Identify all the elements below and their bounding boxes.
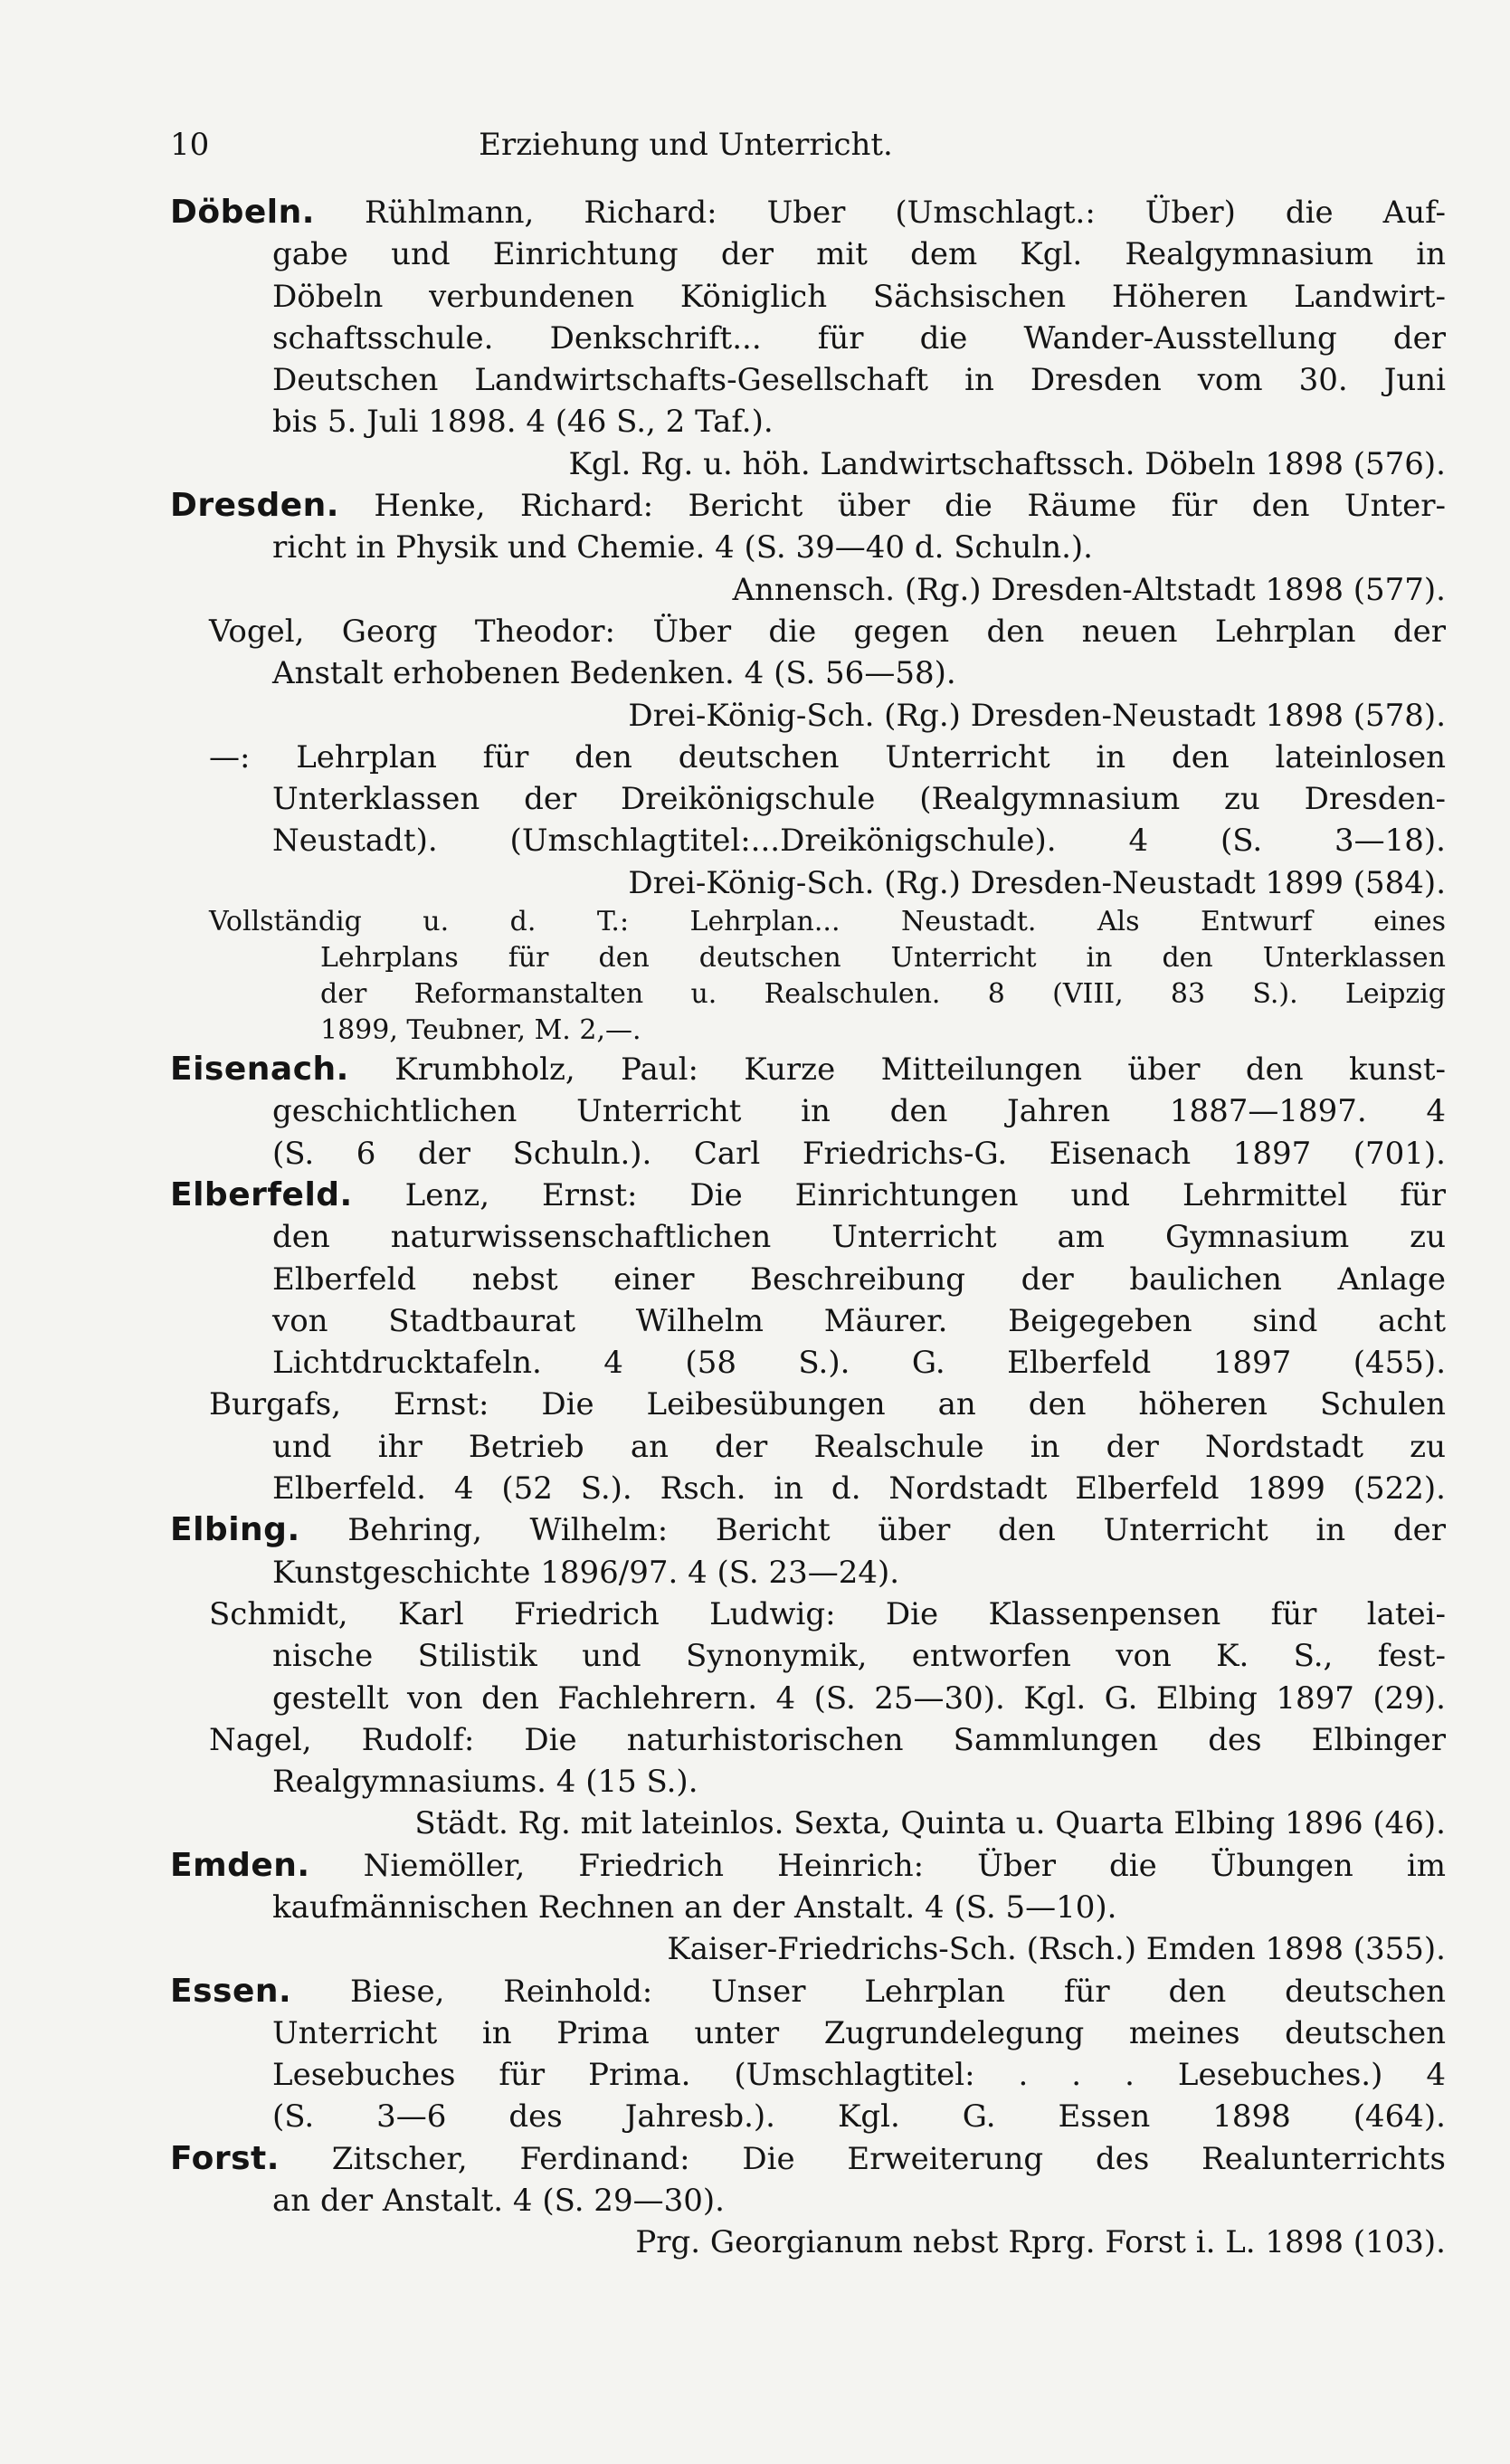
school-reference: Annensch. (Rg.) Dresden-Altstadt 1898 (577). xyxy=(732,571,1446,608)
entry-line: gabe und Einrichtung der mit dem Kgl. Realgymnasium in xyxy=(272,236,1446,273)
entry-line: nische Stilistik und Synonymik, entworfen von K. S., fest- xyxy=(272,1638,1446,1675)
entry-line: geschichtlichen Unterricht in den Jahren 1887—1897. 4 xyxy=(272,1093,1446,1130)
school-reference: Drei-König-Sch. (Rg.) Dresden-Neustadt 1898 (578). xyxy=(628,697,1446,734)
school-reference: Kaiser-Friedrichs-Sch. (Rsch.) Emden 1898 (355). xyxy=(667,1931,1446,1968)
entry-line: Nagel, Rudolf: Die naturhistorischen Sammlungen des Elbinger xyxy=(209,1721,1446,1758)
page-header xyxy=(170,127,1446,166)
entry-line: gestellt von den Fachlehrern. 4 (S. 25—30). Kgl. G. Elbing 1897 (29). xyxy=(272,1679,1446,1717)
entry-line: kaufmännischen Rechnen an der Anstalt. 4 (S. 5—10). xyxy=(272,1888,1117,1926)
entry-line: (S. 3—6 des Jahresb.). Kgl. G. Essen 1898 (464). xyxy=(272,2098,1446,2136)
entry-line: Schmidt, Karl Friedrich Ludwig: Die Klassenpensen für latei- xyxy=(209,1595,1446,1632)
note-line: Lehrplans für den deutschen Unterricht in den Unterklassen xyxy=(320,942,1446,975)
entry-line: und ihr Betrieb an der Realschule in der Nordstadt zu xyxy=(272,1428,1446,1465)
entry-line: schaftsschule. Denkschrift... für die Wander-Ausstellung der xyxy=(272,319,1446,357)
entry-line: Kunstgeschichte 1896/97. 4 (S. 23—24). xyxy=(272,1554,900,1591)
entry-line: Neustadt). (Umschlagtitel:...Dreikönigschule). 4 (S. 3—18). xyxy=(272,823,1446,860)
entry-line: (S. 6 der Schuln.). Carl Friedrichs-G. Eisenach 1897 (701). xyxy=(272,1135,1446,1172)
page-number: 10 xyxy=(170,127,210,163)
entry-line: Essen. Biese, Reinhold: Unser Lehrplan für den deutschen xyxy=(170,1972,1446,2010)
entry-line: Unterklassen der Dreikönigschule (Realgymnasium zu Dresden- xyxy=(272,781,1446,818)
entry-line: Döbeln. Rühlmann, Richard: Uber (Umschlagt.: Über) die Auf- xyxy=(170,194,1446,231)
entry-line: Anstalt erhobenen Bedenken. 4 (S. 56—58). xyxy=(272,655,956,692)
school-reference: Städt. Rg. mit lateinlos. Sexta, Quinta u. Quarta Elbing 1896 (46). xyxy=(414,1805,1446,1842)
entry-line: Döbeln verbundenen Königlich Sächsischen Höheren Landwirt- xyxy=(272,278,1446,315)
running-title: Erziehung und Unterricht. xyxy=(479,127,893,163)
entry-line: Lichtdrucktafeln. 4 (58 S.). G. Elberfeld 1897 (455). xyxy=(272,1345,1446,1382)
entry-line: Burgafs, Ernst: Die Leibesübungen an den höheren Schulen xyxy=(209,1386,1446,1423)
entry-line: Elbing. Behring, Wilhelm: Bericht über den Unterricht in der xyxy=(170,1511,1446,1549)
entry-line: Unterricht in Prima unter Zugrundelegung meines deutschen xyxy=(272,2014,1446,2051)
note-block xyxy=(170,904,1446,1049)
entry-line: Eisenach. Krumbholz, Paul: Kurze Mitteilungen über den kunst- xyxy=(170,1051,1446,1089)
note-line: 1899, Teubner, M. 2,—. xyxy=(320,1014,641,1047)
entry-line: an der Anstalt. 4 (S. 29—30). xyxy=(272,2183,725,2220)
entry-line: Elberfeld. Lenz, Ernst: Die Einrichtungen und Lehrmittel für xyxy=(170,1175,1446,1213)
entry-line: —: Lehrplan für den deutschen Unterricht in den lateinlosen xyxy=(209,738,1446,775)
entry-line: Deutschen Landwirtschafts-Gesellschaft in Dresden vom 30. Juni xyxy=(272,362,1446,399)
school-reference: Prg. Georgianum nebst Rprg. Forst i. L. 1898 (103). xyxy=(635,2224,1446,2261)
entry-line: Realgymnasiums. 4 (15 S.). xyxy=(272,1764,698,1801)
note-line: Vollständig u. d. T.: Lehrplan... Neustadt. Als Entwurf eines xyxy=(209,906,1446,938)
entry-line: Elberfeld nebst einer Beschreibung der baulichen Anlage xyxy=(272,1261,1446,1298)
entry-line: Emden. Niemöller, Friedrich Heinrich: Über die Übungen im xyxy=(170,1846,1446,1884)
entry-line: den naturwissenschaftlichen Unterricht am Gymnasium zu xyxy=(272,1219,1446,1256)
entry-line: von Stadtbaurat Wilhelm Mäurer. Beigegeben sind acht xyxy=(272,1302,1446,1339)
school-reference: Drei-König-Sch. (Rg.) Dresden-Neustadt 1899 (584). xyxy=(628,864,1446,901)
entry-line: Vogel, Georg Theodor: Über die gegen den neuen Lehrplan der xyxy=(209,613,1446,650)
entry-line: Elberfeld. 4 (52 S.). Rsch. in d. Nordstadt Elberfeld 1899 (522). xyxy=(272,1470,1446,1508)
entry-line: richt in Physik und Chemie. 4 (S. 39—40 d. Schuln.). xyxy=(272,529,1093,566)
bibliography-body xyxy=(170,192,1446,2264)
entry-line: Lesebuches für Prima. (Umschlagtitel: . . . Lesebuches.) 4 xyxy=(272,2057,1446,2094)
entry-line: Forst. Zitscher, Ferdinand: Die Erweiterung des Realunterrichts xyxy=(170,2139,1446,2177)
entry-line: Dresden. Henke, Richard: Bericht über die Räume für den Unter- xyxy=(170,487,1446,525)
school-reference: Kgl. Rg. u. höh. Landwirtschaftssch. Döbeln 1898 (576). xyxy=(568,445,1446,482)
entry-line: bis 5. Juli 1898. 4 (46 S., 2 Taf.). xyxy=(272,404,774,441)
note-line: der Reformanstalten u. Realschulen. 8 (VIII, 83 S.). Leipzig xyxy=(320,978,1446,1011)
